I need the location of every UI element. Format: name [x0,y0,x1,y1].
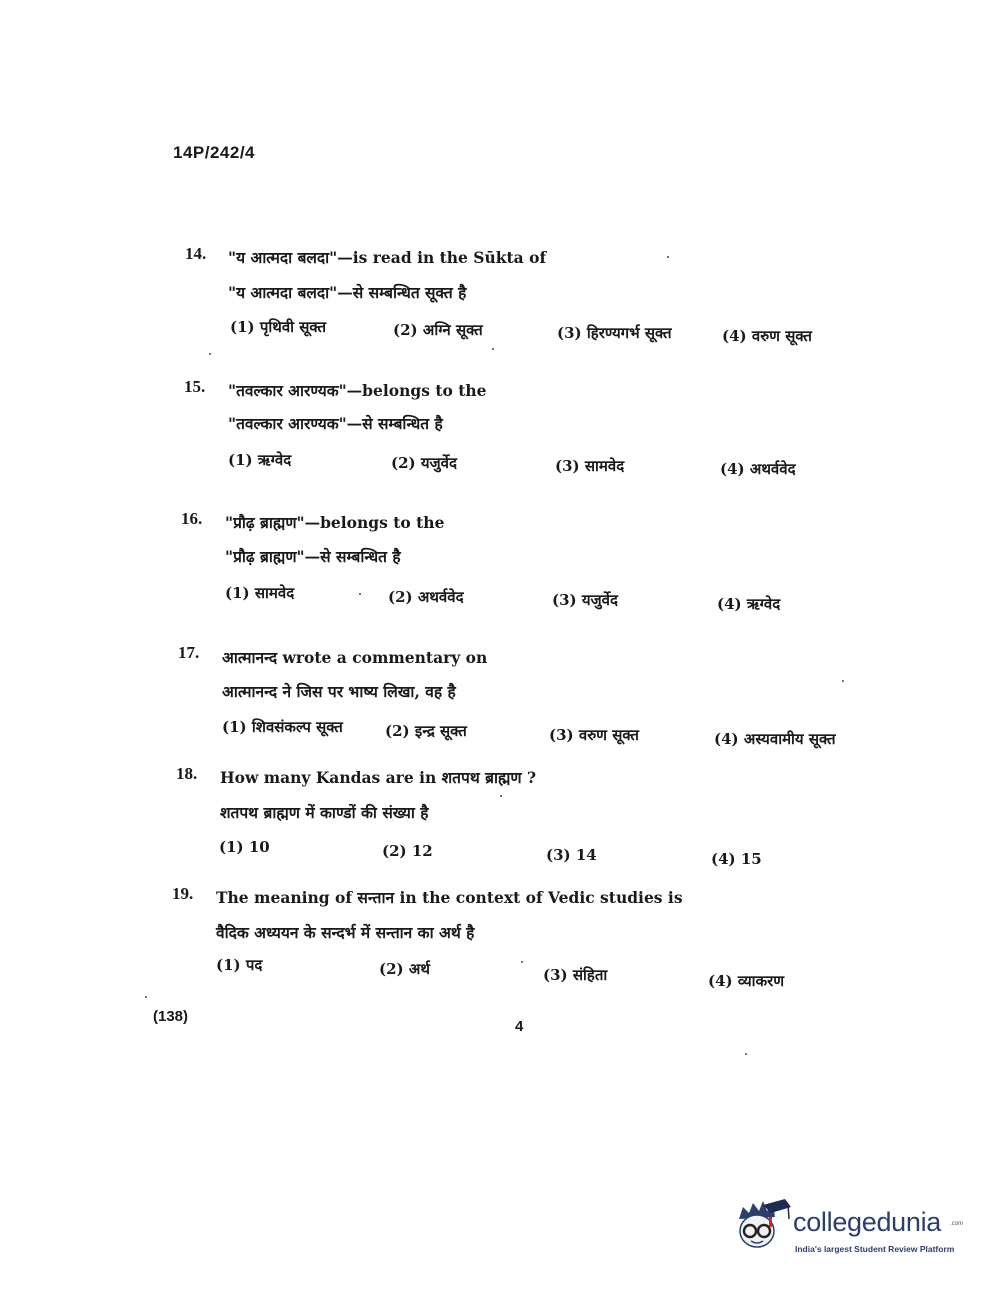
question-text-hi: "प्रौढ़ ब्राह्मण"—से सम्बन्धित है [225,547,401,566]
option-1: (1) ऋग्वेद [228,451,292,469]
scan-speck [745,1053,747,1055]
option-3: (3) 14 [546,846,597,864]
option-4: (4) ऋग्वेद [717,595,781,613]
scan-speck [209,353,211,355]
page-number: 4 [515,1018,524,1035]
option-3: (3) सामवेद [555,457,625,475]
option-1: (1) पद [216,956,263,974]
question-text-en: The meaning of सन्तान in the context of Vedic studies is [216,888,683,907]
scan-speck [492,348,494,350]
question-text-en: "प्रौढ़ ब्राह्मण"—belongs to the [225,513,445,532]
option-1: (1) सामवेद [225,584,295,602]
scan-speck [667,256,669,258]
question-text-hi: "य आत्मदा बलदा"—से सम्बन्धित सूक्त है [228,283,467,302]
logo-tagline: India's largest Student Review Platform [795,1244,955,1254]
question-text-hi: वैदिक अध्ययन के सन्दर्भ में सन्तान का अर्थ है [216,923,475,942]
option-2: (2) 12 [382,842,433,860]
scan-speck [145,996,147,998]
question-text-hi: शतपथ ब्राह्मण में काण्डों की संख्या है [220,803,429,822]
question-text-en: आत्मानन्द wrote a commentary on [222,648,488,667]
scan-speck [521,961,523,963]
option-3: (3) संहिता [543,966,608,984]
option-1: (1) पृथिवी सूक्त [230,318,327,336]
question-number: 15. [184,377,206,396]
question-number: 16. [181,509,203,528]
question-number: 19. [172,884,194,903]
option-4: (4) व्याकरण [708,972,785,990]
question-text-hi: "तवल्कार आरण्यक"—से सम्बन्धित है [228,414,443,433]
scan-speck [842,680,844,682]
question-text-en: "य आत्मदा बलदा"—is read in the Sūkta of [228,248,547,267]
option-4: (4) अथर्ववेद [720,460,796,478]
option-2: (2) अर्थ [379,960,430,978]
footer-code: (138) [153,1008,189,1025]
student-mascot-icon [733,1195,793,1265]
option-1: (1) शिवसंकल्प सूक्त [222,718,343,736]
option-3: (3) हिरण्यगर्भ सूक्त [557,324,672,342]
option-3: (3) वरुण सूक्त [549,726,639,744]
option-2: (2) अग्नि सूक्त [393,321,483,339]
option-2: (2) इन्द्र सूक्त [385,722,467,740]
question-number: 14. [185,244,207,263]
question-text-en: "तवल्कार आरण्यक"—belongs to the [228,381,487,400]
option-2: (2) यजुर्वेद [391,454,457,472]
logo-domain-suffix: .com [950,1221,964,1227]
option-2: (2) अथर्ववेद [388,588,464,606]
question-text-en: How many Kandas are in शतपथ ब्राह्मण ? [220,768,537,787]
logo-wordmark: collegedunia [793,1207,942,1237]
option-1: (1) 10 [219,838,270,856]
question-number: 18. [176,764,198,783]
scan-speck [359,593,361,595]
option-4: (4) अस्यवामीय सूक्त [714,730,836,748]
collegedunia-logo[interactable] [733,1195,963,1275]
paper-code: 14P/242/4 [173,143,256,162]
question-number: 17. [178,643,200,662]
option-4: (4) 15 [711,850,762,868]
scan-speck [500,795,502,797]
question-text-hi: आत्मानन्द ने जिस पर भाष्य लिखा, वह है [222,682,456,701]
option-4: (4) वरुण सूक्त [722,327,812,345]
option-3: (3) यजुर्वेद [552,591,618,609]
